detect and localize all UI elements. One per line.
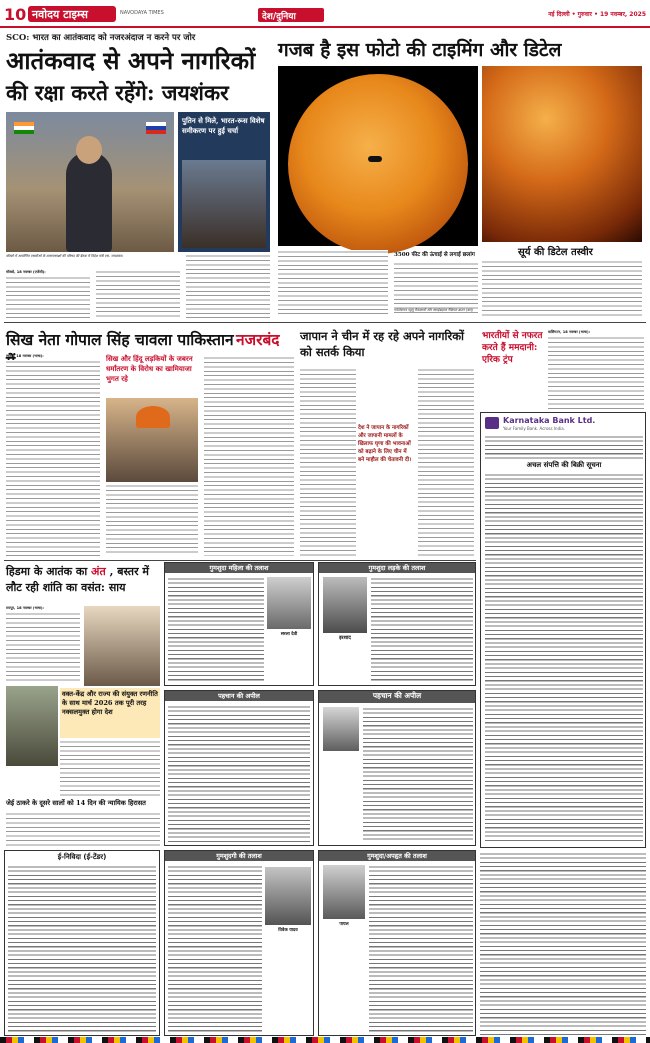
ad-missing-person — [164, 850, 314, 1036]
ad-missing-boy-name: इरशाद — [339, 635, 351, 641]
turban — [136, 406, 170, 428]
tender-notice — [4, 850, 160, 1036]
story1-dateline: मॉस्को, 18 नवम्बर (एजेंसी): — [6, 270, 46, 274]
side-photo-panel — [178, 112, 270, 252]
ad-missing-woman-title: गुमशुदा महिला की तलाश — [165, 563, 313, 573]
story-sun-photo — [274, 30, 646, 320]
story6-headline-part-a: हिडमा के आतंक का — [6, 565, 88, 578]
story1-body-col2 — [96, 270, 180, 320]
story6-headline-red: अंत — [91, 565, 106, 578]
masthead — [0, 0, 650, 28]
hidma-photo — [6, 686, 58, 766]
story-eric-trump — [480, 326, 646, 412]
story2-body-far-right — [482, 260, 642, 316]
handshake-photo — [182, 160, 266, 248]
ad-missing-person-title: गुमशुदगी की तलाश — [165, 851, 313, 861]
ad-missing-boy-photo — [323, 577, 367, 633]
tender-title: ई-निविदा (ई-टेंडर) — [57, 853, 107, 861]
story6-dateline: रायपुर, 18 नवम्बर (भाषा): — [6, 606, 44, 610]
chawla-photo — [106, 398, 198, 482]
ad-missing-abducted-photo — [323, 865, 365, 919]
paper-name-badge — [28, 6, 116, 22]
story2-side-headline: सूर्य की डिटेल तस्वीर — [518, 247, 593, 258]
ad-missing-abducted-body — [369, 865, 473, 1033]
story-japan — [298, 326, 476, 558]
story3-dateline: लाहौर, 18 नवम्बर (भाषा): — [6, 354, 44, 358]
story1-kicker: SCO: भारत का आतंकवाद को नजरअंदाज न करने पर जोर — [6, 33, 196, 43]
ad-identify-1-title: पहचान की अपील — [165, 691, 313, 701]
ad-identify-2-title: पहचान की अपील — [319, 691, 475, 703]
story4-headline: जापान ने चीन में रह रहे अपने नागरिकों को सतर्क किया — [300, 329, 465, 359]
ad-missing-abducted-title: गुमशुदा/अपहृत की तलाश — [319, 851, 475, 861]
story-jaishankar — [4, 30, 270, 320]
flag-decor — [14, 122, 34, 134]
story4-body-col2 — [418, 368, 474, 556]
story5-body — [548, 336, 644, 410]
ad-missing-person-photo — [265, 867, 311, 925]
ad-missing-woman — [164, 562, 314, 686]
ad-identify-1 — [164, 690, 314, 846]
story1-body-col3 — [186, 254, 270, 320]
ad-missing-boy-title: गुमशुदा लड़के की तलाश — [319, 563, 475, 573]
bank-notice-continued — [480, 852, 646, 1036]
ad-identify-2-body — [363, 707, 473, 843]
bank-notice-title: अचल संपत्ति की बिक्री सूचना — [526, 461, 602, 469]
section-badge — [258, 8, 324, 22]
story6-headline-part-b: , बस्तर में लौट रही शांति का वसंत: साय — [6, 565, 149, 594]
story2-sub-headline: 3500 फीट की ऊंचाई से लगाई छलांग — [394, 252, 475, 258]
story3-headline-a: सिख नेता गोपाल सिंह चावला पाकिस्तान — [6, 330, 234, 349]
page-number: 10 — [4, 5, 27, 24]
rule-2 — [4, 560, 476, 561]
ad-missing-person-name: विवेक यादव — [278, 928, 298, 933]
story6-body-col2 — [60, 740, 160, 796]
skydiver-silhouette — [368, 156, 382, 162]
bank-notice — [480, 412, 646, 848]
color-registration-strip — [0, 1037, 650, 1043]
ad-identify-2-photo — [323, 707, 359, 751]
bank-name: Karnataka Bank Ltd. — [503, 416, 596, 425]
story5-headline: भारतीयों से नफरत करते हैं ममदानी: एरिक ट्रंप — [482, 331, 543, 365]
ad-missing-abducted-name: पायल — [339, 922, 349, 927]
paper-name: नवोदय टाइम्स — [32, 8, 88, 21]
sun-photo — [278, 66, 478, 246]
sai-photo — [84, 606, 160, 686]
sun-flare-photo — [482, 66, 642, 242]
rule-1 — [4, 322, 646, 323]
bank-tagline: Your Family Bank. Across India. — [503, 426, 565, 431]
flag-decor-2 — [146, 122, 166, 134]
story4-pullquote: देश ने जापान के नागरिकों और जापानी मामलों के खिलाफ घृणा की भावनाओं को बढ़ाने के लिए चीन में बने माहौल की चेतावनी दी। — [358, 425, 412, 463]
sun-disc — [288, 74, 468, 254]
ad-identify-1-body — [168, 705, 310, 843]
story3-sub-headline: सिख और हिंदू लड़कियों के जबरन धर्मांतरण के विरोध का खामियाजा भुगत रहे — [106, 354, 193, 383]
story1-side-caption: पुतिन से मिले, भारत-रूस विशेष समीकरण पर हुई चर्चा — [182, 116, 265, 135]
jaishankar-photo — [6, 112, 174, 252]
person-head — [76, 136, 102, 164]
story6-pull: वक्त-केंद्र और राज्य की संयुक्त रणनीति के साथ मार्च 2026 तक पूरी तरह नक्सलमुक्त होगा देश — [60, 688, 160, 738]
story6-sub-headline: जेई ठाकरे के दूसरे सालों को 14 दिन की न्यायिक हिरासत — [6, 799, 146, 807]
ad-missing-woman-name: सरला देवी — [280, 632, 298, 637]
story6-body-col3 — [6, 812, 160, 846]
story5-dateline: वाशिंगटन, 18 नवम्बर (भाषा): — [548, 330, 591, 334]
ad-missing-boy-body — [371, 577, 473, 681]
paper-small-tag: NAVODAYA TIMES — [120, 10, 164, 16]
story4-body-col1 — [300, 368, 356, 556]
masthead-rule — [0, 26, 650, 28]
bank-notice-body — [485, 473, 643, 843]
date-line: नई दिल्ली • गुरुवार • 19 नवम्बर, 2025 — [548, 11, 646, 18]
ad-missing-woman-body — [168, 577, 264, 681]
story2-body-left — [278, 250, 388, 316]
story2-headline: गजब है इस फोटो की टाइमिंग और डिटेल — [278, 39, 562, 61]
story-hidma — [4, 562, 160, 846]
story1-caption: मॉस्को में आयोजित एससीओ के शासनाध्यक्षों की परिषद की बैठक में विदेश मंत्री एस. जयशंकर। — [6, 254, 124, 258]
story3-body-col3 — [204, 356, 294, 556]
ad-missing-boy — [318, 562, 476, 686]
ad-missing-person-body — [168, 865, 262, 1033]
ad-identify-2 — [318, 690, 476, 846]
story2-photographer-caption: फोटोग्राफर एंड्रयू मैककार्थी और स्काईडाइवर गैब्रियल ब्राउन (बाएं) — [394, 308, 474, 312]
person-silhouette — [66, 152, 112, 252]
story1-headline-b: की रक्षा करते रहेंगे: जयशंकर — [6, 80, 229, 105]
bank-address — [485, 435, 643, 459]
ad-missing-woman-photo — [267, 577, 311, 629]
section-label: देश/दुनिया — [262, 12, 296, 22]
story-chawla — [4, 326, 294, 558]
story6-body-col1 — [6, 612, 80, 684]
story6-headline-a — [6, 564, 160, 604]
story1-body-col1 — [6, 276, 90, 320]
tender-body — [8, 865, 156, 1033]
bank-logo-icon — [485, 417, 499, 429]
story3-headline-b: नजरबंद — [236, 330, 280, 349]
story3-body-col1 — [6, 360, 100, 556]
story1-headline-a: आतंकवाद से अपने नागरिकों — [6, 46, 256, 75]
story3-body-col2 — [106, 484, 198, 556]
ad-missing-abducted — [318, 850, 476, 1036]
